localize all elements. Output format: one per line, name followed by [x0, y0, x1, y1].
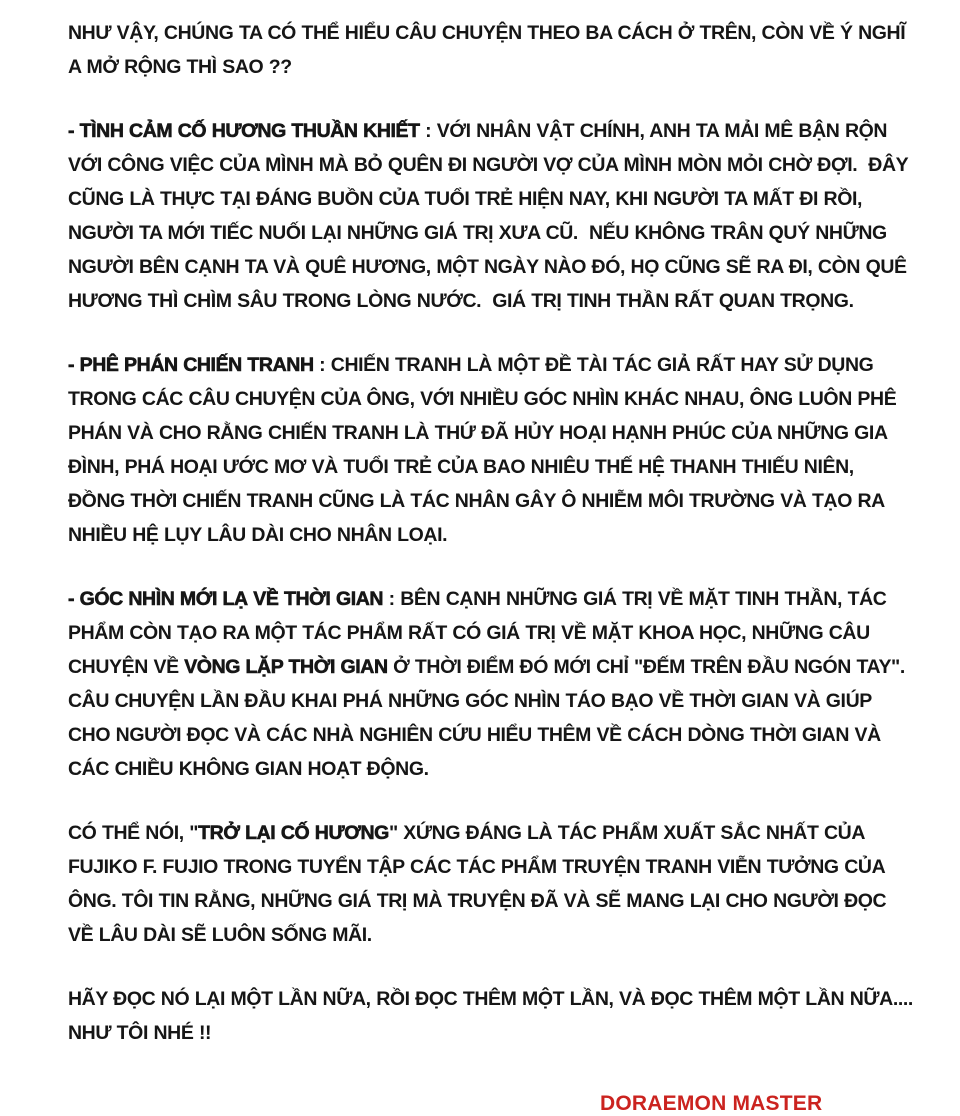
signature: DORAEMON MASTER	[600, 1092, 823, 1115]
body-text: HÃY ĐỌC NÓ LẠI MỘT LẦN NỮA, RỒI ĐỌC THÊM MỘT LẦN, VÀ ĐỌC THÊM MỘT LẦN NỮA.... NHƯ TÔI NHÉ !!	[68, 988, 919, 1044]
body-text: Ở THỜI ĐIỂM ĐÓ MỚI CHỈ "ĐẾM TRÊN ĐẦU NGÓN TAY". CÂU CHUYỆN LẦN ĐẦU KHAI PHÁ NHỮNG GÓC NHÌN TÁO BẠO VỀ THỜI GIAN VÀ GIÚP CHO NGƯỜI ĐỌC VÀ CÁC NHÀ NGHIÊN CỨU HIỂU THÊM VỀ CÁCH DÒNG THỜI GIAN VÀ CÁC CHIỀU KHÔNG GIAN HOẠT ĐỘNG.	[68, 656, 911, 780]
body-text: NHƯ VẬY, CHÚNG TA CÓ THỂ HIỂU CÂU CHUYỆN THEO BA CÁCH Ở TRÊN, CÒN VỀ Ý NGHĨ A MỞ RỘNG THÌ SAO ??	[68, 22, 911, 78]
paragraph	[68, 348, 913, 552]
emphasis-text: - TÌNH CẢM CỐ HƯƠNG THUẦN KHIẾT	[68, 120, 426, 142]
body-text: CÓ THỂ NÓI, "	[68, 822, 199, 844]
body-text: : BÊN CẠNH NHỮNG GIÁ TRỊ VỀ MẶT TINH THẦN, TÁC PHẨM CÒN TẠO RA MỘT TÁC PHẨM RẤT CÓ GIÁ TRỊ VỀ MẶT KHOA HỌC, NHỮNG CÂU CHUYỆN VỀ	[68, 588, 892, 678]
body-text: " XỨNG ĐÁNG LÀ TÁC PHẨM XUẤT SẮC NHẤT CỦA FUJIKO F. FUJIO TRONG TUYỂN TẬP CÁC TÁC PHẨM TRUYỆN TRANH VIỄN TƯỞNG CỦA ÔNG. TÔI TIN RẰNG, NHỮNG GIÁ TRỊ MÀ TRUYỆN ĐÃ VÀ SẼ MANG LẠI CHO NGƯỜI ĐỌC VỀ LÂU DÀI SẼ LUÔN SỐNG MÃI.	[68, 822, 892, 946]
emphasis-text: VÒNG LẶP THỜI GIAN	[184, 656, 388, 678]
emphasis-text: TRỞ LẠI CỐ HƯƠNG	[198, 822, 389, 844]
paragraph	[68, 982, 919, 1050]
paragraph	[68, 114, 913, 318]
footer	[68, 1092, 908, 1116]
document-body	[68, 16, 919, 1050]
paragraph	[68, 16, 913, 84]
emphasis-text: - GÓC NHÌN MỚI LẠ VỀ THỜI GIAN	[68, 588, 389, 610]
paragraph	[68, 816, 913, 952]
emphasis-text: - PHÊ PHÁN CHIẾN TRANH	[68, 354, 320, 376]
body-text: : VỚI NHÂN VẬT CHÍNH, ANH TA MẢI MÊ BẬN RỘN VỚI CÔNG VIỆC CỦA MÌNH MÀ BỎ QUÊN ĐI NGƯỜI VỢ CỦA MÌNH MÒN MỎI CHỜ ĐỢI. ĐÂY CŨNG LÀ THỰC TẠI ĐÁNG BUỒN CỦA TUỔI TRẺ HIỆN NAY, KHI NGƯỜI TA MẤT ĐI RỒI, NGƯỜI TA MỚI TIẾC NUỐI LẠI NHỮNG GIÁ TRỊ XƯA CŨ. NẾU KHÔNG TRÂN QUÝ NHỮNG NGƯỜI BÊN CẠNH TA VÀ QUÊ HƯƠNG, MỘT NGÀY NÀO ĐÓ, HỌ CŨNG SẼ RA ĐI, CÒN QUÊ HƯƠNG THÌ CHÌM SÂU TRONG LÒNG NƯỚC. GIÁ TRỊ TINH THẦN RẤT QUAN TRỌNG.	[68, 120, 914, 312]
body-text: : CHIẾN TRANH LÀ MỘT ĐỀ TÀI TÁC GIẢ RẤT HAY SỬ DỤNG TRONG CÁC CÂU CHUYỆN CỦA ÔNG, VỚI NHIỀU GÓC NHÌN KHÁC NHAU, ÔNG LUÔN PHÊ PHÁN VÀ CHO RẰNG CHIẾN TRANH LÀ THỨ ĐÃ HỦY HOẠI HẠNH PHÚC CỦA NHỮNG GIA ĐÌNH, PHÁ HOẠI ƯỚC MƠ VÀ TUỔI TRẺ CỦA BAO NHIÊU THẾ HỆ THANH THIẾU NIÊN, ĐỒNG THỜI CHIẾN TRANH CŨNG LÀ TÁC NHÂN GÂY Ô NHIỄM MÔI TRƯỜNG VÀ TẠO RA NHIỀU HỆ LỤY LÂU DÀI CHO NHÂN LOẠI.	[68, 354, 902, 546]
paragraph	[68, 582, 913, 786]
